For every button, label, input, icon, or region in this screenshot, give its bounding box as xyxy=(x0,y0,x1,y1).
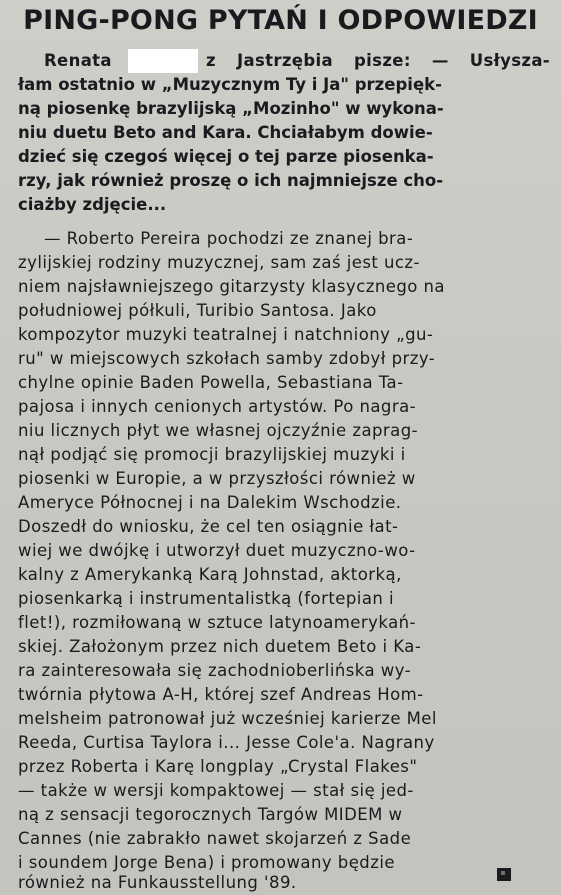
answer-line: i soundem Jorge Bena) i promowany będzie xyxy=(18,853,395,872)
answer-line: chylne opinie Baden Powella, Sebastiana Ta- xyxy=(18,373,404,392)
answer-line: piosenkarką i instrumentalistką (fortepian i xyxy=(18,589,395,608)
redacted-surname-box xyxy=(128,49,198,73)
answer-line: twórnia płytowa A-H, której szef Andreas Hom- xyxy=(18,685,424,704)
letter-line: dzieć się czegoś więcej o tej parze piosenka- xyxy=(18,147,434,166)
article-title: PING-PONG PYTAŃ I ODPOWIEDZI xyxy=(23,5,538,36)
letter-line: łam ostatnio w „Muzycznym Ty i Ja" przepięk- xyxy=(18,75,442,94)
answer-line: kompozytor muzyki teatralnej i natchniony „gu- xyxy=(18,325,434,344)
answer-line: zylijskiej rodziny muzycznej, sam zaś jest ucz- xyxy=(18,253,420,272)
answer-line: Reeda, Curtisa Taylora i... Jesse Cole'a. Nagrany xyxy=(18,733,435,752)
answer-line: ra zainteresowała się zachodnioberlińska wy- xyxy=(18,661,412,680)
answer-line: niem najsławniejszego gitarzysty klasycznego na xyxy=(18,277,445,296)
answer-line: Doszedł do wniosku, że cel ten osiągnie łat- xyxy=(18,517,399,536)
answer-line: wiej we dwójkę i utworzył duet muzyczno-wo- xyxy=(18,541,416,560)
letter-line: ciażby zdjęcie... xyxy=(18,195,167,214)
letter-line: rzy, jak również proszę o ich najmniejsze cho- xyxy=(18,171,444,190)
answer-line: — także w wersji kompaktowej — stał się jed- xyxy=(18,781,414,800)
answer-line: kalny z Amerykanką Karą Johnstad, aktorką, xyxy=(18,565,402,584)
answer-line: melsheim patronował już wcześniej karierze Mel xyxy=(18,709,437,728)
answer-line: pajosa i innych cenionych artystów. Po nagra- xyxy=(18,397,417,416)
answer-line: flet!), rozmiłowaną w sztuce latynoamerykań- xyxy=(18,613,416,632)
letter-line: z Jastrzębia pisze: — Usłysza- xyxy=(206,51,550,70)
answer-line: południowej półkuli, Turibio Santosa. Jako xyxy=(18,301,377,320)
end-of-article-square-icon xyxy=(497,868,511,881)
answer-line: przez Roberta i Karę longplay „Crystal Flakes" xyxy=(18,757,418,776)
answer-line: ru" w miejscowych szkołach samby zdobył przy- xyxy=(18,349,436,368)
answer-line: niu licznych płyt we własnej ojczyźnie zaprag- xyxy=(18,421,419,440)
answer-line: piosenki w Europie, a w przyszłości również w xyxy=(18,469,416,488)
answer-line: nął podjąć się promocji brazylijskiej muzyki i xyxy=(18,445,406,464)
answer-line: Ameryce Północnej i na Dalekim Wschodzie. xyxy=(18,493,402,512)
answer-line: Cannes (nie zabrakło nawet skojarzeń z Sade xyxy=(18,829,412,848)
answer-line: — Roberto Pereira pochodzi ze znanej bra- xyxy=(44,229,414,248)
letter-line: niu duetu Beto and Kara. Chciałabym dowie- xyxy=(18,123,433,142)
letter-line: ną piosenkę brazylijską „Mozinho" w wykona- xyxy=(18,99,444,118)
answer-line: ną z sensacji tegorocznych Targów MIDEM w xyxy=(18,805,403,824)
answer-line: również na Funkausstellung '89. xyxy=(18,873,297,892)
answer-line: skiej. Założonym przez nich duetem Beto i Ka- xyxy=(18,637,422,656)
letter-author: Renata xyxy=(44,51,112,70)
